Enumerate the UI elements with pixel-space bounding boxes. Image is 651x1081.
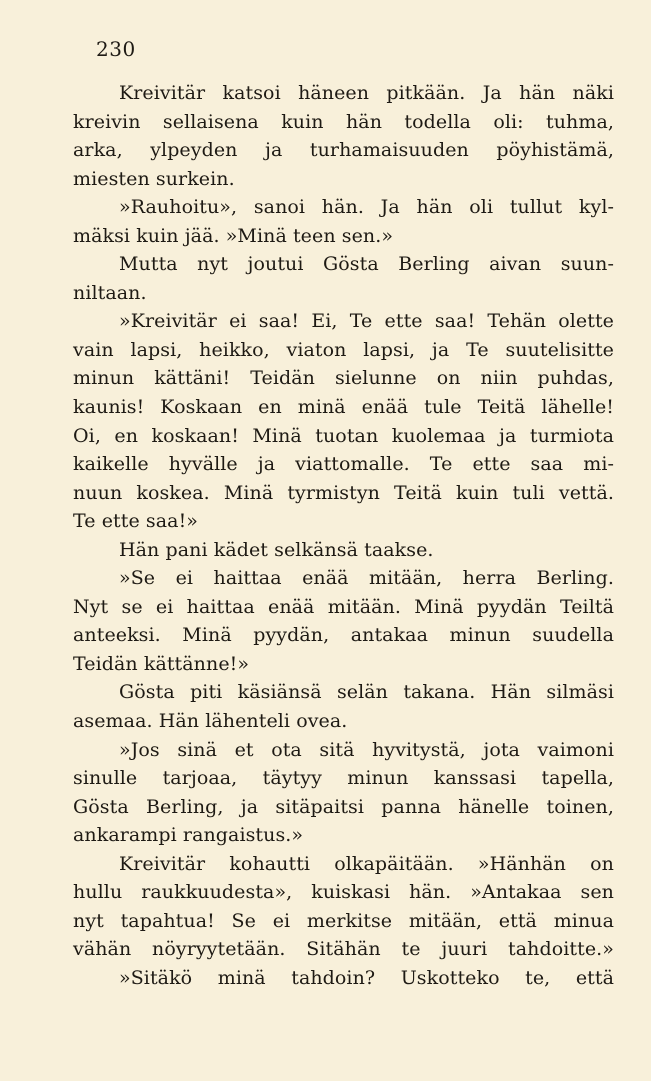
text-line: Gösta piti käsiänsä selän takana. Hän silmäsi bbox=[119, 681, 614, 704]
text-line: Te ette saa!» bbox=[73, 510, 198, 533]
text-line: Hän pani kädet selkänsä taakse. bbox=[119, 538, 434, 561]
text-line: arka, ylpeyden ja turhamaisuuden pöyhistämä, bbox=[73, 139, 614, 162]
text-line: mäksi kuin jää. »Minä teen sen.» bbox=[73, 224, 394, 247]
text-line: asemaa. Hän lähenteli ovea. bbox=[73, 710, 348, 733]
text-line: »Rauhoitu», sanoi hän. Ja hän oli tullut kyl- bbox=[119, 196, 614, 219]
text-line: Kreivitär kohautti olkapäitään. »Hänhän on bbox=[119, 852, 614, 875]
body-text bbox=[73, 79, 614, 993]
text-line: niltaan. bbox=[73, 281, 147, 304]
text-line: Teidän kättänne!» bbox=[73, 652, 250, 675]
text-line: ankarampi rangaistus.» bbox=[73, 824, 304, 847]
text-line: nuun koskea. Minä tyrmistyn Teitä kuin tuli vettä. bbox=[73, 481, 614, 504]
text-line: miesten surkein. bbox=[73, 167, 235, 190]
text-line: hullu raukkuudesta», kuiskasi hän. »Antakaa sen bbox=[73, 881, 614, 904]
text-line: »Se ei haittaa enää mitään, herra Berling. bbox=[119, 567, 614, 590]
text-line: vain lapsi, heikko, viaton lapsi, ja Te suutelisitte bbox=[73, 338, 614, 361]
text-line: Oi, en koskaan! Minä tuotan kuolemaa ja turmiota bbox=[73, 424, 614, 447]
page-number: 230 bbox=[96, 37, 136, 61]
text-line: anteeksi. Minä pyydän, antakaa minun suudella bbox=[73, 624, 614, 647]
text-line: Kreivitär katsoi häneen pitkään. Ja hän näki bbox=[119, 82, 614, 104]
text-line: Mutta nyt joutui Gösta Berling aivan suun- bbox=[119, 253, 614, 276]
text-line: kaikelle hyvälle ja viattomalle. Te ette saa mi- bbox=[73, 453, 614, 476]
text-line: minun kättäni! Teidän sielunne on niin puhdas, bbox=[73, 367, 614, 390]
text-line: Nyt se ei haittaa enää mitään. Minä pyydän Teiltä bbox=[73, 595, 614, 618]
text-line: Gösta Berling, ja sitäpaitsi panna hänelle toinen, bbox=[73, 795, 614, 818]
text-line: nyt tapahtua! Se ei merkitse mitään, että minua bbox=[73, 909, 614, 932]
text-line: kaunis! Koskaan en minä enää tule Teitä lähelle! bbox=[73, 396, 614, 419]
text-line: »Sitäkö minä tahdoin? Uskotteko te, että bbox=[119, 966, 614, 989]
text-line: kreivin sellaisena kuin hän todella oli: tuhma, bbox=[73, 110, 614, 133]
text-line: »Jos sinä et ota sitä hyvitystä, jota vaimoni bbox=[119, 738, 614, 761]
text-line: sinulle tarjoaa, täytyy minun kanssasi tapella, bbox=[73, 767, 614, 790]
text-line: vähän nöyryytetään. Sitähän te juuri tahdoitte.» bbox=[73, 938, 614, 961]
text-line: »Kreivitär ei saa! Ei, Te ette saa! Tehän olette bbox=[119, 310, 614, 333]
